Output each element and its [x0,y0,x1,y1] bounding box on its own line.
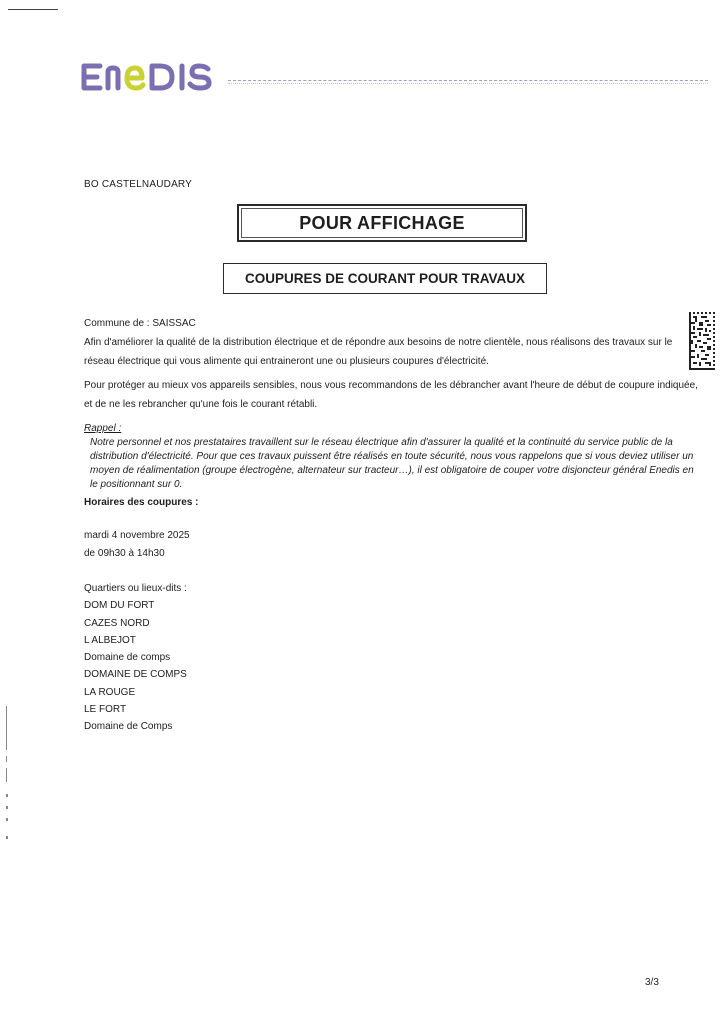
commune-line: Commune de : SAISSAC [84,318,196,329]
header-rule-accent [228,83,708,84]
advice-paragraph: Pour protéger au mieux vos appareils sensibles, nous vous recommandons de les débrancher avant l'heure de début de coupure indiquée, et de ne les rebrancher qu'une fois le courant rétabli. [84,380,698,410]
places-list [84,580,187,736]
outage-date: mardi 4 novembre 2025 [84,530,190,541]
reminder-text: Notre personnel et nos prestataires travaillent sur le réseau électrique afin d'assurer la qualité et la continuité du service public de la distribution d'électricité. Pour que ces travaux puissent être réalisés en toute sécurité, nous vous rappelons que si vous deviez utiliser un moyen de réalimentation (groupe électrogène, alternateur sur tracteur…), il est obligatoire de couper votre disjoncteur général Enedis en le positionnant sur 0. [90,437,694,490]
intro-paragraph: Afin d'améliorer la qualité de la distribution électrique et de répondre aux besoins de notre clientèle, nous réalisons des travaux sur le réseau électrique qui vous alimente qui entraineront une ou plusieurs coupures d'électricité. [84,337,673,367]
subtitle-box [223,263,547,294]
reminder-block [84,422,704,492]
header-rule [228,80,708,81]
scan-mark [8,9,58,10]
list-item: LE FORT [84,704,127,716]
list-item: Domaine de comps [84,652,171,664]
datamatrix-code [689,312,715,370]
places-title: Quartiers ou lieux-dits : [84,583,187,594]
outage-time: de 09h30 à 14h30 [84,548,165,559]
enedis-logo [78,56,228,96]
subtitle-text: COUPURES DE COURANT POUR TRAVAUX [244,271,525,286]
list-item: DOM DU FORT [84,600,155,612]
list-item: CAZES NORD [84,617,150,629]
list-item: LA ROUGE [84,686,136,698]
reminder-label: Rappel : [84,423,122,434]
scan-side-marks [3,706,13,846]
list-item: L ALBEJOT [84,634,136,646]
page-number: 3/3 [645,977,659,988]
schedule-title: Horaires des coupures : [84,497,199,508]
list-item: DOMAINE DE COMPS [84,669,187,681]
office-name: BO CASTELNAUDARY [84,179,193,190]
list-item: Domaine de Comps [84,721,173,733]
title-text: POUR AFFICHAGE [299,212,465,233]
title-box [237,204,527,242]
